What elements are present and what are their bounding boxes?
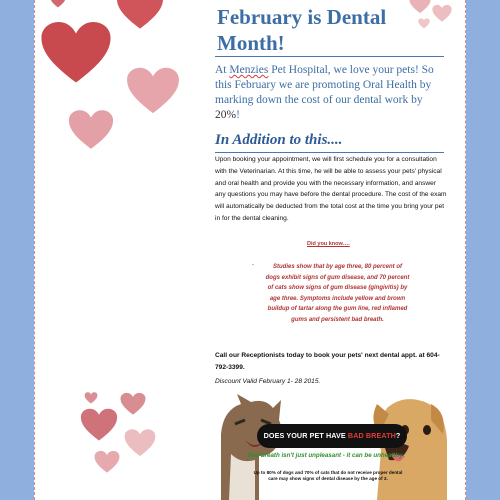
title-divider xyxy=(215,56,444,57)
heart-icon xyxy=(40,18,112,88)
ad-subline: Bad breath isn't just unpleasant - it can be unhealthy xyxy=(247,452,403,459)
heart-icon xyxy=(126,62,180,120)
hospital-name: Menzies xyxy=(229,64,269,76)
consultation-paragraph: Upon booking your appointment, we will first schedule you for a consultation with the Veterinarian. At this time, he will be able to assess your pets' physical and oral health and provide you with the necessary information, and answer any questions you may have before the dental procedure. The cost of the exam will automatically be deducted from the total cost at the time you bring your pet in for the dental cleaning. xyxy=(215,156,447,222)
page-left-border xyxy=(34,0,35,500)
intro-paragraph xyxy=(215,63,445,123)
heart-icon xyxy=(116,0,164,32)
ad-headline-emphasis: BAD BREATH xyxy=(347,431,396,440)
section-heading: In Addition to this.... xyxy=(215,132,343,148)
intro-text-middle: Pet Hospital, we love your pets! So this February we are promoting Oral Health by marking down the cost of our dental work by xyxy=(215,64,434,106)
ad-fine-print: Up to 80% of dogs and 70% of cats that do not receive proper dental care may show signs of dental disease by the age of 3. xyxy=(253,470,403,482)
section-divider xyxy=(215,152,444,153)
ad-headline xyxy=(257,424,407,448)
discount-validity: Discount Valid February 1- 28 2015. xyxy=(215,378,321,385)
ad-headline-end: ? xyxy=(395,431,401,440)
fact-bullet: - xyxy=(252,262,254,268)
call-to-action: Call our Receptionists today to book your pets' next dental appt. at 604-792-3399. xyxy=(215,352,440,371)
did-you-know-heading: Did you know…. xyxy=(307,241,350,247)
heart-icon xyxy=(80,408,118,442)
heart-icon xyxy=(120,392,146,416)
ad-headline-start: DOES YOUR PET HAVE xyxy=(263,431,348,440)
discount-percent: 20% xyxy=(215,109,237,121)
bad-breath-ad-image xyxy=(215,390,447,500)
intro-text-start: At xyxy=(215,64,230,76)
heart-icon xyxy=(68,108,114,152)
speech-bubble xyxy=(257,424,407,448)
heart-icon xyxy=(124,428,156,458)
page-right-border xyxy=(465,0,466,500)
heart-icon xyxy=(48,0,68,8)
heart-icon xyxy=(84,392,98,404)
heart-icon xyxy=(94,450,120,474)
studies-fact: Studies show that by age three, 80 percent of dogs exhibit signs of gum disease, and 70 percent of cats show signs of gum disease (gingivitis) by age three. Symptoms include yellow and brown buildup of tartar along the gum line, red inflamed gums and persistent bad breath. xyxy=(265,264,410,323)
page-title: February is Dental Month! xyxy=(217,5,387,55)
intro-text-end: ! xyxy=(236,109,240,121)
